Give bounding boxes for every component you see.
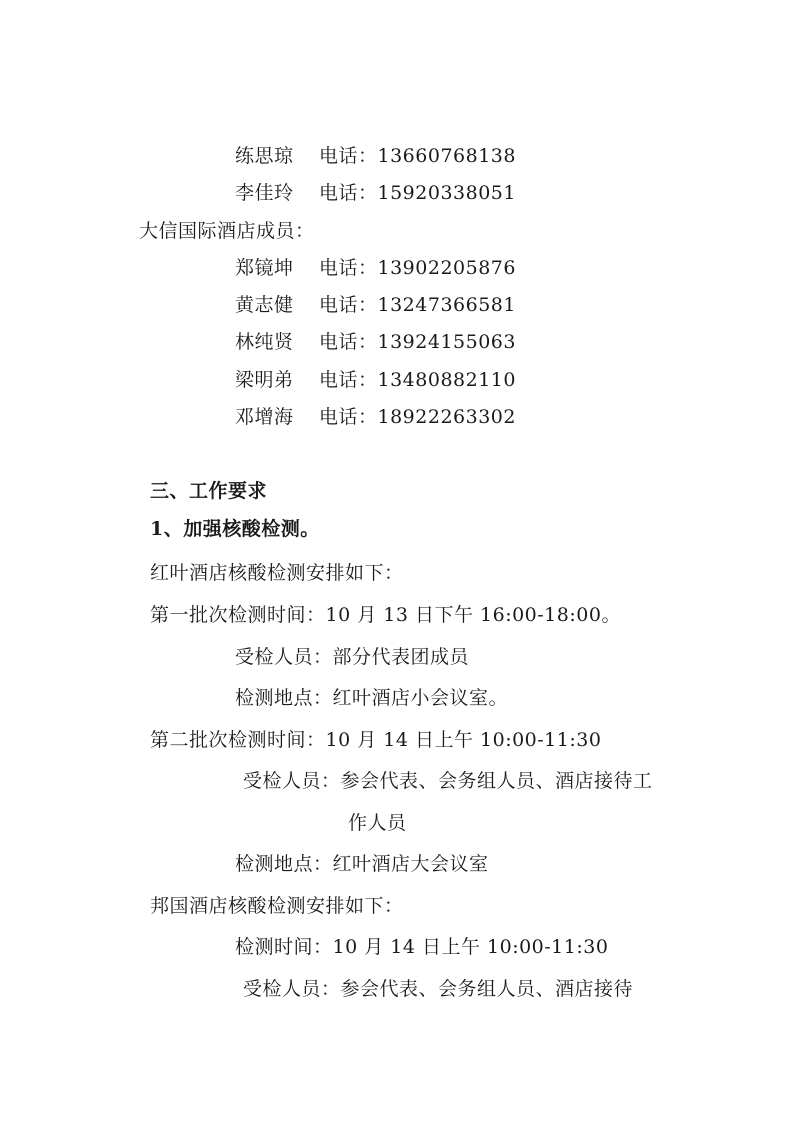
paragraph-hongye-intro: 红叶酒店核酸检测安排如下： bbox=[150, 562, 404, 584]
paragraph-batch1-time: 第一批次检测时间：10 月 13 日下午 16:00-18:00。 bbox=[150, 604, 621, 626]
contact-row bbox=[235, 181, 516, 205]
contact-name: 林纯贤 bbox=[235, 331, 294, 353]
contact-phone: 电话：13902205876 bbox=[319, 257, 516, 279]
contact-phone: 电话：13480882110 bbox=[319, 369, 516, 391]
section-heading: 三、工作要求 bbox=[150, 480, 268, 502]
paragraph-bangguo-intro: 邦国酒店核酸检测安排如下： bbox=[150, 895, 404, 917]
contact-phone: 电话：15920338051 bbox=[319, 182, 516, 204]
contact-phone: 电话：13924155063 bbox=[319, 331, 516, 353]
paragraph-batch1-place: 检测地点：红叶酒店小会议室。 bbox=[235, 687, 509, 709]
group-title: 大信国际酒店成员： bbox=[139, 220, 315, 242]
contact-name: 练思琼 bbox=[235, 145, 294, 167]
paragraph-bangguo-people: 受检人员：参会代表、会务组人员、酒店接待 bbox=[243, 978, 634, 1000]
contact-row bbox=[235, 368, 516, 392]
contact-row bbox=[235, 256, 516, 280]
contact-phone: 电话：18922263302 bbox=[319, 406, 516, 428]
contact-name: 李佳玲 bbox=[235, 182, 294, 204]
contact-name: 黄志健 bbox=[235, 294, 294, 316]
contact-phone: 电话：13247366581 bbox=[319, 294, 516, 316]
paragraph-batch2-time: 第二批次检测时间：10 月 14 日上午 10:00-11:30 bbox=[150, 729, 602, 751]
contact-row bbox=[235, 405, 516, 429]
contact-name: 邓增海 bbox=[235, 406, 294, 428]
contact-row bbox=[235, 330, 516, 354]
paragraph-batch2-people: 受检人员：参会代表、会务组人员、酒店接待工 bbox=[243, 770, 653, 792]
paragraph-batch2-people-cont: 作人员 bbox=[348, 812, 407, 834]
paragraph-batch2-place: 检测地点：红叶酒店大会议室 bbox=[235, 853, 489, 875]
paragraph-bangguo-time: 检测时间：10 月 14 日上午 10:00-11:30 bbox=[235, 936, 609, 958]
contact-row bbox=[235, 293, 516, 317]
contact-phone: 电话：13660768138 bbox=[319, 145, 516, 167]
contact-name: 梁明弟 bbox=[235, 369, 294, 391]
contact-name: 郑镜坤 bbox=[235, 257, 294, 279]
paragraph-batch1-people: 受检人员：部分代表团成员 bbox=[235, 646, 470, 668]
subheading: 1、加强核酸检测。 bbox=[150, 518, 320, 540]
contact-row bbox=[235, 144, 516, 168]
